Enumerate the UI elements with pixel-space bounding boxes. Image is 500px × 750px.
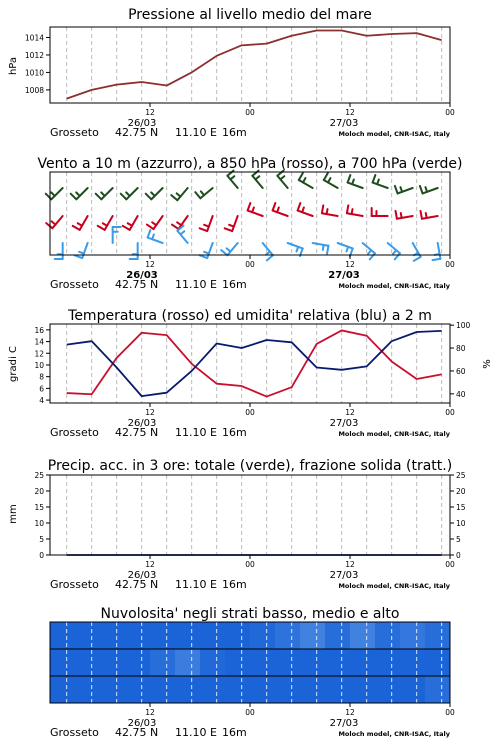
wind-barb-10-m-feather (79, 252, 84, 254)
wind-barb-850-hPa-feather (302, 207, 304, 212)
x-tick-label: 00 (445, 260, 455, 269)
wind-barb-850-hPa-feather (172, 225, 179, 230)
y2-tick-label: 100 (456, 321, 471, 331)
cloud-cell (300, 622, 326, 650)
wind-barb-850-hPa (273, 203, 288, 216)
wind-barb-850-hPa (98, 216, 113, 230)
x-tick-label: 00 (445, 560, 455, 569)
wind-barb-850-hPa-feather (322, 205, 323, 213)
wind-barb-850-hPa (123, 216, 138, 230)
wind-barb-850-hPa-shaft (422, 216, 438, 219)
location-lon: 11.10 E (175, 726, 217, 739)
cloud-cell (250, 622, 276, 650)
wind-barb-10-m-feather (180, 231, 184, 234)
wind-barb-700-hPa-shaft (324, 180, 338, 188)
plot-frame (50, 324, 450, 403)
wind-barb-10-m-feather (323, 245, 324, 250)
wind-barb-10-m-feather (148, 230, 151, 238)
cloud-cell (175, 649, 201, 677)
date-label: 26/03 (127, 570, 157, 581)
wind-barb-10-m (363, 243, 375, 259)
wind-barb-850-hPa-feather (229, 225, 234, 227)
wind-barb-700-hPa-shaft (348, 183, 363, 188)
wind-barb-700-hPa-feather (395, 186, 398, 194)
x-tick-label: 12 (145, 108, 155, 117)
y2-tick-label: 10 (456, 519, 466, 528)
y-tick-label: 20 (34, 487, 44, 496)
wind-barb-700-hPa (277, 171, 287, 188)
wind-barb-700-hPa-feather (51, 192, 55, 196)
wind-barb-850-hPa-feather (103, 223, 107, 226)
cloud-cell (75, 622, 101, 650)
y2-tick-label: 15 (456, 503, 466, 512)
y-tick-label: 25 (34, 471, 44, 480)
cloud-cell (275, 676, 301, 704)
wind-barb-10-m-feather (370, 253, 375, 259)
wind-barb-850-hPa (73, 216, 88, 230)
cloud-cell (200, 622, 226, 650)
date-label: 26/03 (127, 118, 157, 129)
wind-barb-700-hPa (252, 171, 262, 188)
model-credit: Moloch model, CNR-ISAC, Italy (338, 730, 450, 738)
location-name: Grosseto (50, 278, 99, 291)
cloud-cell (150, 622, 176, 650)
wind-barb-700-hPa (324, 173, 338, 188)
wind-barb-700-hPa-feather (121, 194, 127, 200)
wind-barb-10-m-feather (267, 255, 273, 260)
model-credit: Moloch model, CNR-ISAC, Italy (338, 582, 450, 590)
wind-barb-700-hPa-feather (201, 191, 204, 195)
wind-barb-850-hPa (298, 203, 313, 216)
pressure-ylabel: hPa (8, 56, 19, 76)
wind-barb-10-m-shaft (148, 238, 163, 243)
wind-barb-10-m-shaft (288, 243, 303, 248)
wind-barb-10-m-feather (368, 250, 371, 254)
location-lat: 42.75 N (115, 278, 159, 291)
wind-barb-700-hPa (46, 188, 63, 199)
y-tick-label: 6 (39, 384, 44, 394)
cloud-cell (425, 622, 451, 650)
cloud-cell (100, 622, 126, 650)
x-tick-label: 12 (145, 408, 155, 417)
location-lon: 11.10 E (175, 126, 217, 139)
wind-barb-850-hPa-feather (421, 211, 422, 219)
y-tick-label: 12 (34, 349, 44, 359)
wind-barb-10-m (263, 243, 273, 260)
location-lon: 11.10 E (175, 578, 217, 591)
y-tick-label: 1008 (24, 85, 44, 95)
wind-barb-700-hPa-feather (299, 173, 303, 180)
y2-tick-label: 60 (456, 366, 466, 376)
x-tick-label: 12 (145, 708, 155, 717)
y-tick-label: 1014 (24, 33, 44, 43)
wind-barb-850-hPa-feather (128, 223, 132, 226)
date-label: 27/03 (329, 718, 359, 729)
wind-barb-10-m-feather (200, 255, 208, 258)
wind-barb-850-hPa-shaft (153, 216, 162, 229)
cloud-cell (75, 649, 101, 677)
cloud-cell (375, 622, 401, 650)
model-credit: Moloch model, CNR-ISAC, Italy (338, 430, 450, 438)
wind-barb-700-hPa-feather (328, 178, 331, 182)
wind-barb-850-hPa-shaft (105, 216, 113, 230)
cloud-cell (300, 676, 326, 704)
x-tick-label: 12 (345, 708, 355, 717)
wind-barb-850-hPa-feather (177, 222, 181, 225)
cloud-cell (350, 676, 376, 704)
cloud-cell (275, 649, 301, 677)
cloud-cell (225, 676, 251, 704)
cloud-cell (400, 622, 426, 650)
wind-barb-10-m (313, 243, 329, 254)
x-tick-label: 12 (345, 108, 355, 117)
cloud-cell (200, 649, 226, 677)
wind-barb-700-hPa-feather (76, 192, 80, 196)
date-label: 26/03 (127, 718, 157, 729)
wind-barb-850-hPa (322, 205, 338, 216)
wind-barb-700-hPa-feather (420, 186, 423, 194)
wind-barb-700-hPa-feather (96, 194, 102, 200)
wind-barb-850-hPa-feather (252, 207, 254, 212)
cloud-cell (400, 649, 426, 677)
location-name: Grosseto (50, 578, 99, 591)
wind-barb-700-hPa (195, 188, 212, 198)
precip-ylabel: mm (8, 504, 19, 524)
wind-barb-10-m-feather (152, 234, 154, 239)
cloud-cell (425, 676, 451, 704)
wind-barb-700-hPa-shaft (373, 183, 388, 188)
wind-barb-850-hPa-feather (426, 213, 427, 218)
wind-barb-700-hPa-shaft (299, 180, 313, 188)
model-credit: Moloch model, CNR-ISAC, Italy (338, 282, 450, 290)
wind-barb-10-m-shaft (82, 243, 87, 258)
location-alt: 16m (222, 278, 247, 291)
wind-barb-850-hPa-feather (204, 225, 209, 227)
y-tick-label: 15 (34, 503, 44, 512)
cloud-cell (150, 676, 176, 704)
cloud-cell (125, 649, 151, 677)
precip-title: Precip. acc. in 3 ore: totale (verde), frazione solida (tratt.) (47, 458, 453, 474)
wind-barb-10-m-feather (227, 248, 231, 251)
wind-barb-850-hPa-feather (347, 205, 348, 213)
wind-barb-10-m (55, 243, 63, 259)
wind-barb-850-hPa-feather (401, 213, 402, 218)
wind-barb-850-hPa-feather (277, 207, 279, 212)
y-tick-label: 16 (34, 325, 44, 335)
wind-barb-10-m (177, 226, 187, 243)
wind-barb-850-hPa-feather (352, 209, 353, 214)
wind-barb-10-m-shaft (313, 243, 329, 246)
cloud-cell (175, 676, 201, 704)
x-tick-label: 00 (445, 108, 455, 117)
wind-barb-850-hPa (46, 216, 62, 228)
cloud-cell (400, 676, 426, 704)
y-tick-label: 4 (39, 396, 44, 406)
wind-barb-850-hPa-feather (298, 203, 301, 211)
y-tick-label: 1012 (24, 50, 44, 60)
wind-barb-850-hPa-shaft (80, 216, 88, 230)
wind-barb-850-hPa (225, 216, 238, 231)
y2-tick-label: 25 (456, 471, 466, 480)
wind-barb-850-hPa-feather (327, 209, 328, 214)
y-tick-label: 10 (34, 360, 44, 370)
series-line-umidita (67, 331, 442, 396)
plot-frame (50, 475, 450, 555)
y-tick-label: 5 (39, 535, 44, 544)
wind-barb-850-hPa-feather (225, 228, 233, 231)
wind-barb-10-m-feather (296, 247, 298, 252)
wind-barb-10-m-shaft (207, 243, 212, 258)
location-lon: 11.10 E (175, 426, 217, 439)
wind-barb-700-hPa (227, 171, 237, 188)
cloud-cell (125, 622, 151, 650)
wind-barb-850-hPa (147, 216, 163, 229)
wind-barb-700-hPa-feather (177, 193, 181, 196)
x-tick-label: 00 (445, 708, 455, 717)
cloud-cell (250, 676, 276, 704)
cloud-cell (100, 676, 126, 704)
x-tick-label: 12 (145, 560, 155, 569)
cloud-cell (325, 622, 351, 650)
y-tick-label: 10 (34, 519, 44, 528)
wind-barb-10-m-feather (414, 257, 421, 261)
wind-barb-850-hPa-shaft (130, 216, 138, 230)
x-tick-label: 12 (345, 560, 355, 569)
wind-barb-850-hPa (172, 216, 188, 229)
wind-barb-700-hPa (121, 188, 138, 199)
wind-barb-700-hPa-feather (101, 192, 105, 196)
cloud-cell (200, 676, 226, 704)
wind-title: Vento a 10 m (azzurro), a 850 hPa (rosso), a 700 hPa (verde) (37, 156, 463, 172)
cloud-cell (375, 649, 401, 677)
cloud-cell (175, 622, 201, 650)
wind-barb-700-hPa (395, 186, 413, 194)
wind-barb-10-m (75, 243, 88, 258)
cloud-cell (300, 649, 326, 677)
x-tick-label: 00 (245, 708, 255, 717)
location-name: Grosseto (50, 726, 99, 739)
cloud-cell (50, 676, 76, 704)
wind-barb-10-m-shaft (338, 243, 353, 248)
wind-barb-10-m (288, 243, 303, 256)
cloud-cell (350, 622, 376, 650)
wind-barb-10-m (433, 243, 441, 260)
date-label: 27/03 (328, 270, 360, 281)
y2-tick-label: 0 (456, 551, 461, 560)
location-name: Grosseto (50, 426, 99, 439)
y-tick-label: 8 (39, 372, 44, 382)
cloud-cell (425, 649, 451, 677)
wind-barb-700-hPa (96, 188, 113, 199)
wind-barb-700-hPa-feather (46, 194, 52, 200)
wind-barb-850-hPa-feather (98, 226, 105, 230)
cloud-title: Nuvolosita' negli strati basso, medio e alto (100, 606, 400, 622)
location-alt: 16m (222, 126, 247, 139)
wind-barb-700-hPa-feather (377, 179, 379, 184)
cloud-cell (225, 622, 251, 650)
cloud-cell (100, 649, 126, 677)
location-name: Grosseto (50, 126, 99, 139)
wind-barb-850-hPa (372, 208, 388, 216)
wind-barb-850-hPa-feather (73, 226, 80, 230)
wind-barb-10-m-feather (395, 253, 400, 259)
cloud-cell (50, 649, 76, 677)
x-tick-label: 00 (245, 408, 255, 417)
wind-barb-850-hPa-shaft (298, 211, 313, 216)
wind-barb-10-m-feather (75, 255, 83, 258)
wind-barb-850-hPa (200, 216, 213, 231)
model-credit: Moloch model, CNR-ISAC, Italy (338, 130, 450, 138)
location-alt: 16m (222, 426, 247, 439)
wind-barb-700-hPa-feather (71, 194, 77, 200)
y2-tick-label: 80 (456, 344, 466, 354)
location-lat: 42.75 N (115, 726, 159, 739)
wind-barb-700-hPa-feather (230, 176, 234, 179)
wind-barb-700-hPa-feather (255, 176, 259, 179)
wind-barb-850-hPa-shaft (347, 213, 363, 216)
wind-barb-10-m-feather (327, 246, 328, 254)
wind-barb-850-hPa-feather (52, 221, 56, 224)
wind-barb-850-hPa (396, 211, 413, 219)
date-label: 27/03 (329, 570, 359, 581)
wind-barb-700-hPa-shaft (398, 188, 413, 193)
y-tick-label: 14 (34, 337, 44, 347)
wind-barb-700-hPa-feather (352, 179, 354, 184)
date-label: 26/03 (127, 418, 157, 429)
wind-barb-850-hPa-feather (200, 228, 208, 231)
wind-barb-700-hPa-feather (425, 187, 427, 192)
wind-barb-700-hPa-feather (171, 195, 177, 200)
wind-barb-700-hPa (146, 188, 163, 199)
y-tick-label: 0 (39, 551, 44, 560)
cloud-cell (375, 676, 401, 704)
wind-barb-10-m (221, 243, 237, 255)
y2-tick-label: 40 (456, 389, 466, 399)
wind-barb-700-hPa-feather (303, 178, 306, 182)
cloud-cell (275, 622, 301, 650)
wind-barb-850-hPa-feather (248, 203, 251, 211)
wind-barb-850-hPa-shaft (248, 211, 263, 216)
wind-barb-10-m-feather (204, 252, 209, 254)
location-lat: 42.75 N (115, 578, 159, 591)
wind-barb-850-hPa-feather (396, 211, 397, 219)
temperature-ylabel: gradi C (8, 346, 19, 382)
wind-barb-850-hPa-feather (78, 223, 82, 226)
cloud-cell (225, 649, 251, 677)
wind-barb-850-hPa-feather (46, 223, 52, 228)
location-lat: 42.75 N (115, 126, 159, 139)
date-label: 27/03 (329, 418, 359, 429)
wind-barb-700-hPa-feather (348, 175, 351, 183)
wind-barb-10-m (130, 243, 138, 259)
wind-barb-850-hPa-shaft (232, 216, 237, 231)
x-tick-label: 00 (445, 408, 455, 417)
wind-barb-700-hPa-feather (146, 194, 152, 200)
location-lat: 42.75 N (115, 426, 159, 439)
wind-barb-850-hPa-feather (123, 226, 130, 230)
wind-barb-850-hPa (421, 211, 438, 219)
wind-barb-850-hPa (347, 205, 363, 216)
wind-barb-700-hPa (348, 175, 363, 188)
x-tick-label: 12 (345, 408, 355, 417)
wind-barb-850-hPa-feather (273, 203, 276, 211)
wind-barb-850-hPa-feather (147, 225, 154, 230)
wind-barb-10-m-shaft (438, 243, 441, 259)
wind-barb-850-hPa (248, 203, 263, 216)
temperature-title: Temperatura (rosso) ed umidita' relativa (blu) a 2 m (68, 308, 432, 324)
wind-barb-700-hPa-feather (280, 176, 284, 179)
humidity-ylabel: % (482, 359, 493, 369)
date-label: 26/03 (126, 270, 158, 281)
cloud-cell (350, 649, 376, 677)
cloud-cell (250, 649, 276, 677)
cloud-cell (325, 676, 351, 704)
date-label: 27/03 (329, 118, 359, 129)
wind-barb-700-hPa (71, 188, 88, 199)
wind-barb-700-hPa (299, 173, 313, 188)
wind-barb-10-m (388, 243, 400, 259)
pressure-title: Pressione al livello medio del mare (128, 7, 372, 23)
wind-barb-700-hPa (171, 188, 187, 200)
x-tick-label: 00 (245, 560, 255, 569)
cloud-cell (325, 649, 351, 677)
plot-frame (50, 172, 450, 255)
wind-barb-850-hPa-shaft (273, 211, 288, 216)
series-line (67, 30, 442, 98)
wind-barb-10-m (148, 230, 163, 243)
y2-tick-label: 20 (456, 487, 466, 496)
wind-barb-700-hPa-feather (324, 173, 328, 180)
wind-barb-850-hPa-shaft (207, 216, 212, 231)
wind-barb-850-hPa-shaft (397, 216, 413, 219)
wind-barb-700-hPa-feather (195, 192, 200, 198)
wind-barb-700-hPa-feather (400, 187, 402, 192)
cloud-cell (125, 676, 151, 704)
x-tick-label: 12 (145, 260, 155, 269)
location-alt: 16m (222, 578, 247, 591)
x-tick-label: 12 (345, 260, 355, 269)
wind-barb-10-m (338, 243, 353, 256)
location-lon: 11.10 E (175, 278, 217, 291)
wind-barb-700-hPa-feather (126, 192, 130, 196)
wind-barb-700-hPa-shaft (423, 188, 438, 193)
wind-barb-10-m-feather (221, 250, 227, 255)
wind-barb-10-m-feather (393, 250, 396, 254)
wind-barb-10-m (200, 243, 213, 258)
series-line-temperatura (67, 330, 442, 396)
wind-barb-700-hPa (373, 175, 388, 188)
wind-barb-850-hPa-feather (152, 222, 156, 225)
wind-barb-700-hPa (420, 186, 438, 194)
wind-barb-700-hPa-feather (373, 175, 376, 183)
wind-barb-10-m-feather (433, 259, 441, 260)
y2-tick-label: 5 (456, 535, 461, 544)
cloud-cell (75, 676, 101, 704)
x-tick-label: 00 (245, 108, 255, 117)
cloud-cell (50, 622, 76, 650)
wind-barb-850-hPa-shaft (322, 213, 338, 216)
cloud-cell (150, 649, 176, 677)
wind-barb-700-hPa-feather (151, 192, 155, 196)
plot-frame (50, 27, 450, 103)
wind-barb-10-m-feather (346, 247, 348, 252)
location-alt: 16m (222, 726, 247, 739)
y-tick-label: 1010 (24, 68, 44, 78)
x-tick-label: 00 (245, 260, 255, 269)
